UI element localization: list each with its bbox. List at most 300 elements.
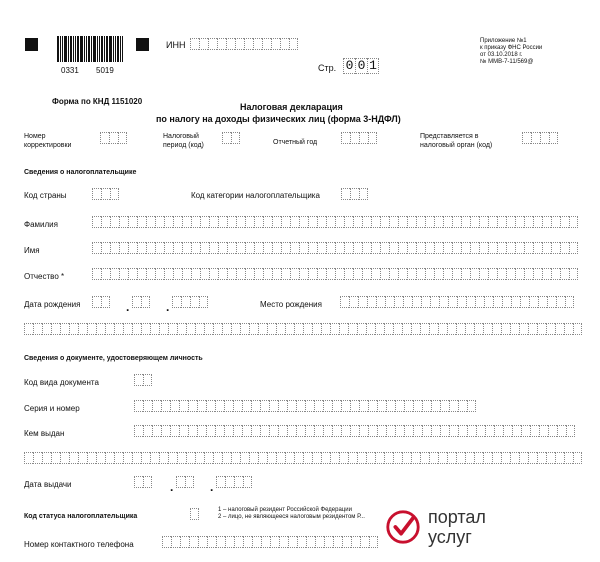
input-cell[interactable] bbox=[528, 323, 537, 335]
input-cell[interactable] bbox=[323, 425, 332, 437]
input-cell[interactable] bbox=[350, 400, 359, 412]
input-cell[interactable] bbox=[170, 400, 179, 412]
input-cell[interactable] bbox=[317, 216, 326, 228]
input-cell[interactable] bbox=[296, 425, 305, 437]
input-cell[interactable] bbox=[434, 242, 443, 254]
input-cell[interactable] bbox=[422, 400, 431, 412]
input-cell[interactable] bbox=[524, 216, 533, 228]
input-cell[interactable] bbox=[152, 400, 161, 412]
input-cell[interactable] bbox=[366, 452, 375, 464]
input-cell[interactable] bbox=[357, 323, 366, 335]
input-cell[interactable] bbox=[208, 38, 217, 50]
input-cell[interactable] bbox=[350, 132, 359, 144]
input-cell[interactable] bbox=[92, 216, 101, 228]
input-cell[interactable] bbox=[407, 242, 416, 254]
input-cell[interactable] bbox=[185, 476, 194, 488]
status-code-cell[interactable] bbox=[190, 508, 199, 520]
input-cell[interactable] bbox=[233, 425, 242, 437]
input-cell[interactable] bbox=[368, 132, 377, 144]
input-cell[interactable] bbox=[177, 323, 186, 335]
input-cell[interactable] bbox=[198, 536, 207, 548]
input-cell[interactable] bbox=[467, 425, 476, 437]
input-cell[interactable] bbox=[200, 268, 209, 280]
input-cell[interactable] bbox=[461, 242, 470, 254]
input-cell[interactable] bbox=[560, 268, 569, 280]
input-cell[interactable] bbox=[276, 323, 285, 335]
input-cell[interactable] bbox=[465, 323, 474, 335]
input-cell[interactable] bbox=[377, 400, 386, 412]
input-cell[interactable] bbox=[395, 425, 404, 437]
input-cell[interactable] bbox=[305, 425, 314, 437]
input-cell[interactable] bbox=[159, 323, 168, 335]
input-cell[interactable] bbox=[312, 452, 321, 464]
input-cell[interactable] bbox=[110, 242, 119, 254]
input-cell[interactable] bbox=[240, 323, 249, 335]
input-cell[interactable] bbox=[511, 296, 520, 308]
input-cell[interactable] bbox=[254, 268, 263, 280]
input-cell[interactable] bbox=[109, 132, 118, 144]
input-cell[interactable] bbox=[155, 242, 164, 254]
input-cell[interactable] bbox=[278, 425, 287, 437]
input-cell[interactable] bbox=[96, 452, 105, 464]
input-cell[interactable] bbox=[209, 268, 218, 280]
input-cell[interactable] bbox=[420, 452, 429, 464]
input-cell[interactable] bbox=[333, 536, 342, 548]
input-cell[interactable] bbox=[215, 400, 224, 412]
input-cell[interactable] bbox=[449, 400, 458, 412]
input-cell[interactable] bbox=[524, 242, 533, 254]
input-cell[interactable] bbox=[326, 242, 335, 254]
input-cell[interactable] bbox=[253, 38, 262, 50]
input-cell[interactable] bbox=[263, 268, 272, 280]
input-cell[interactable] bbox=[510, 323, 519, 335]
input-cell[interactable] bbox=[299, 242, 308, 254]
input-cell[interactable] bbox=[164, 242, 173, 254]
input-cell[interactable] bbox=[33, 452, 42, 464]
input-cell[interactable] bbox=[404, 425, 413, 437]
input-cell[interactable] bbox=[231, 323, 240, 335]
input-cell[interactable] bbox=[195, 452, 204, 464]
input-cell[interactable] bbox=[560, 216, 569, 228]
input-cell[interactable] bbox=[119, 216, 128, 228]
input-cell[interactable] bbox=[249, 323, 258, 335]
input-cell[interactable] bbox=[413, 425, 422, 437]
input-cell[interactable] bbox=[276, 452, 285, 464]
input-cell[interactable] bbox=[456, 323, 465, 335]
input-cell[interactable] bbox=[195, 323, 204, 335]
input-cell[interactable] bbox=[475, 296, 484, 308]
input-cell[interactable] bbox=[164, 216, 173, 228]
input-cell[interactable] bbox=[434, 216, 443, 228]
input-cell[interactable] bbox=[299, 268, 308, 280]
input-cell[interactable] bbox=[218, 216, 227, 228]
input-cell[interactable] bbox=[317, 242, 326, 254]
input-cell[interactable] bbox=[258, 452, 267, 464]
country-code-cells[interactable] bbox=[92, 188, 119, 200]
input-cell[interactable] bbox=[530, 425, 539, 437]
input-cell[interactable] bbox=[287, 425, 296, 437]
input-cell[interactable] bbox=[172, 296, 181, 308]
input-cell[interactable] bbox=[200, 216, 209, 228]
input-cell[interactable] bbox=[216, 536, 225, 548]
input-cell[interactable] bbox=[243, 536, 252, 548]
input-cell[interactable] bbox=[438, 323, 447, 335]
input-cell[interactable] bbox=[443, 216, 452, 228]
input-cell[interactable] bbox=[515, 216, 524, 228]
input-cell[interactable] bbox=[128, 242, 137, 254]
patronymic-cells[interactable] bbox=[92, 268, 578, 280]
input-cell[interactable] bbox=[271, 38, 280, 50]
input-cell[interactable] bbox=[384, 323, 393, 335]
input-cell[interactable] bbox=[335, 242, 344, 254]
input-cell[interactable] bbox=[42, 323, 51, 335]
input-cell[interactable] bbox=[182, 268, 191, 280]
input-cell[interactable] bbox=[317, 268, 326, 280]
input-cell[interactable] bbox=[240, 452, 249, 464]
input-cell[interactable] bbox=[376, 296, 385, 308]
authority-code-cells[interactable] bbox=[522, 132, 558, 144]
input-cell[interactable] bbox=[431, 425, 440, 437]
input-cell[interactable] bbox=[161, 400, 170, 412]
input-cell[interactable] bbox=[467, 400, 476, 412]
input-cell[interactable] bbox=[377, 425, 386, 437]
input-cell[interactable] bbox=[101, 242, 110, 254]
input-cell[interactable] bbox=[537, 323, 546, 335]
input-cell[interactable] bbox=[236, 216, 245, 228]
input-cell[interactable] bbox=[314, 425, 323, 437]
input-cell[interactable] bbox=[155, 268, 164, 280]
input-cell[interactable] bbox=[92, 296, 101, 308]
input-cell[interactable] bbox=[188, 400, 197, 412]
input-cell[interactable] bbox=[341, 132, 350, 144]
input-cell[interactable] bbox=[385, 296, 394, 308]
input-cell[interactable] bbox=[285, 452, 294, 464]
series-number-cells[interactable] bbox=[134, 400, 476, 412]
input-cell[interactable] bbox=[484, 296, 493, 308]
input-cell[interactable] bbox=[281, 268, 290, 280]
input-cell[interactable] bbox=[384, 452, 393, 464]
input-cell[interactable] bbox=[524, 268, 533, 280]
input-cell[interactable] bbox=[258, 323, 267, 335]
issue-year-cells[interactable] bbox=[216, 476, 252, 488]
input-cell[interactable] bbox=[87, 452, 96, 464]
input-cell[interactable] bbox=[380, 268, 389, 280]
input-cell[interactable] bbox=[569, 268, 578, 280]
input-cell[interactable] bbox=[199, 296, 208, 308]
input-cell[interactable] bbox=[330, 452, 339, 464]
input-cell[interactable] bbox=[191, 268, 200, 280]
input-cell[interactable] bbox=[324, 536, 333, 548]
input-cell[interactable] bbox=[485, 425, 494, 437]
input-cell[interactable] bbox=[234, 536, 243, 548]
input-cell[interactable] bbox=[404, 400, 413, 412]
input-cell[interactable] bbox=[348, 323, 357, 335]
input-cell[interactable] bbox=[461, 268, 470, 280]
input-cell[interactable] bbox=[542, 242, 551, 254]
input-cell[interactable] bbox=[123, 452, 132, 464]
input-cell[interactable] bbox=[479, 242, 488, 254]
correction-number-cells[interactable] bbox=[100, 132, 127, 144]
input-cell[interactable] bbox=[199, 38, 208, 50]
input-cell[interactable] bbox=[557, 425, 566, 437]
input-cell[interactable] bbox=[190, 296, 199, 308]
input-cell[interactable] bbox=[33, 323, 42, 335]
input-cell[interactable] bbox=[236, 268, 245, 280]
input-cell[interactable] bbox=[78, 323, 87, 335]
input-cell[interactable] bbox=[262, 38, 271, 50]
input-cell[interactable] bbox=[51, 452, 60, 464]
input-cell[interactable] bbox=[69, 452, 78, 464]
input-cell[interactable] bbox=[51, 323, 60, 335]
input-cell[interactable] bbox=[222, 323, 231, 335]
input-cell[interactable] bbox=[249, 452, 258, 464]
input-cell[interactable] bbox=[440, 400, 449, 412]
input-cell[interactable] bbox=[407, 216, 416, 228]
issued-by-cells-line2[interactable] bbox=[24, 452, 582, 464]
input-cell[interactable] bbox=[260, 425, 269, 437]
input-cell[interactable] bbox=[171, 536, 180, 548]
input-cell[interactable] bbox=[542, 268, 551, 280]
input-cell[interactable] bbox=[306, 536, 315, 548]
input-cell[interactable] bbox=[465, 452, 474, 464]
input-cell[interactable] bbox=[360, 536, 369, 548]
input-cell[interactable] bbox=[179, 400, 188, 412]
issue-day-cells[interactable] bbox=[134, 476, 152, 488]
input-cell[interactable] bbox=[341, 425, 350, 437]
input-cell[interactable] bbox=[299, 216, 308, 228]
input-cell[interactable] bbox=[182, 242, 191, 254]
input-cell[interactable] bbox=[289, 38, 298, 50]
input-cell[interactable] bbox=[335, 216, 344, 228]
input-cell[interactable] bbox=[389, 216, 398, 228]
input-cell[interactable] bbox=[539, 425, 548, 437]
input-cell[interactable] bbox=[358, 296, 367, 308]
input-cell[interactable] bbox=[159, 452, 168, 464]
tax-period-cells[interactable] bbox=[222, 132, 240, 144]
input-cell[interactable] bbox=[224, 400, 233, 412]
birth-place-cells-line2[interactable] bbox=[24, 323, 582, 335]
input-cell[interactable] bbox=[305, 400, 314, 412]
input-cell[interactable] bbox=[288, 536, 297, 548]
input-cell[interactable] bbox=[434, 268, 443, 280]
input-cell[interactable] bbox=[357, 452, 366, 464]
input-cell[interactable] bbox=[564, 452, 573, 464]
input-cell[interactable] bbox=[285, 323, 294, 335]
input-cell[interactable] bbox=[548, 425, 557, 437]
input-cell[interactable] bbox=[389, 242, 398, 254]
input-cell[interactable] bbox=[402, 323, 411, 335]
input-cell[interactable] bbox=[134, 400, 143, 412]
input-cell[interactable] bbox=[439, 296, 448, 308]
input-cell[interactable] bbox=[565, 296, 574, 308]
input-cell[interactable] bbox=[213, 452, 222, 464]
input-cell[interactable] bbox=[170, 425, 179, 437]
input-cell[interactable] bbox=[251, 425, 260, 437]
input-cell[interactable] bbox=[315, 536, 324, 548]
input-cell[interactable] bbox=[290, 268, 299, 280]
input-cell[interactable] bbox=[218, 242, 227, 254]
input-cell[interactable] bbox=[443, 242, 452, 254]
input-cell[interactable] bbox=[492, 323, 501, 335]
input-cell[interactable] bbox=[226, 38, 235, 50]
input-cell[interactable] bbox=[254, 216, 263, 228]
birth-month-cells[interactable] bbox=[132, 296, 150, 308]
input-cell[interactable] bbox=[132, 323, 141, 335]
input-cell[interactable] bbox=[263, 216, 272, 228]
input-cell[interactable] bbox=[332, 425, 341, 437]
input-cell[interactable] bbox=[222, 452, 231, 464]
input-cell[interactable] bbox=[488, 268, 497, 280]
input-cell[interactable] bbox=[531, 132, 540, 144]
input-cell[interactable] bbox=[341, 188, 350, 200]
input-cell[interactable] bbox=[560, 242, 569, 254]
input-cell[interactable] bbox=[555, 323, 564, 335]
input-cell[interactable] bbox=[225, 476, 234, 488]
input-cell[interactable] bbox=[540, 132, 549, 144]
input-cell[interactable] bbox=[128, 268, 137, 280]
input-cell[interactable] bbox=[197, 425, 206, 437]
input-cell[interactable] bbox=[542, 216, 551, 228]
birth-day-cells[interactable] bbox=[92, 296, 110, 308]
input-cell[interactable] bbox=[119, 268, 128, 280]
input-cell[interactable] bbox=[267, 452, 276, 464]
input-cell[interactable] bbox=[470, 242, 479, 254]
input-cell[interactable] bbox=[123, 323, 132, 335]
input-cell[interactable] bbox=[200, 242, 209, 254]
input-cell[interactable] bbox=[452, 268, 461, 280]
input-cell[interactable] bbox=[186, 323, 195, 335]
input-cell[interactable] bbox=[403, 296, 412, 308]
input-cell[interactable] bbox=[110, 216, 119, 228]
input-cell[interactable] bbox=[206, 400, 215, 412]
input-cell[interactable] bbox=[501, 323, 510, 335]
input-cell[interactable] bbox=[272, 242, 281, 254]
input-cell[interactable] bbox=[353, 268, 362, 280]
input-cell[interactable] bbox=[182, 216, 191, 228]
input-cell[interactable] bbox=[555, 452, 564, 464]
input-cell[interactable] bbox=[279, 536, 288, 548]
input-cell[interactable] bbox=[278, 400, 287, 412]
input-cell[interactable] bbox=[340, 296, 349, 308]
input-cell[interactable] bbox=[143, 374, 152, 386]
input-cell[interactable] bbox=[119, 242, 128, 254]
input-cell[interactable] bbox=[533, 242, 542, 254]
input-cell[interactable] bbox=[225, 536, 234, 548]
input-cell[interactable] bbox=[412, 296, 421, 308]
input-cell[interactable] bbox=[492, 452, 501, 464]
input-cell[interactable] bbox=[326, 268, 335, 280]
input-cell[interactable] bbox=[216, 476, 225, 488]
input-cell[interactable] bbox=[479, 268, 488, 280]
input-cell[interactable] bbox=[134, 374, 143, 386]
input-cell[interactable] bbox=[506, 268, 515, 280]
input-cell[interactable] bbox=[227, 216, 236, 228]
input-cell[interactable] bbox=[353, 216, 362, 228]
phone-cells[interactable] bbox=[162, 536, 378, 548]
input-cell[interactable] bbox=[420, 323, 429, 335]
input-cell[interactable] bbox=[411, 452, 420, 464]
input-cell[interactable] bbox=[398, 216, 407, 228]
input-cell[interactable] bbox=[137, 242, 146, 254]
input-cell[interactable] bbox=[452, 242, 461, 254]
input-cell[interactable] bbox=[218, 268, 227, 280]
input-cell[interactable] bbox=[134, 425, 143, 437]
input-cell[interactable] bbox=[339, 323, 348, 335]
input-cell[interactable] bbox=[393, 323, 402, 335]
input-cell[interactable] bbox=[502, 296, 511, 308]
input-cell[interactable] bbox=[215, 425, 224, 437]
input-cell[interactable] bbox=[411, 323, 420, 335]
input-cell[interactable] bbox=[519, 323, 528, 335]
input-cell[interactable] bbox=[429, 323, 438, 335]
input-cell[interactable] bbox=[520, 296, 529, 308]
input-cell[interactable] bbox=[474, 323, 483, 335]
input-cell[interactable] bbox=[227, 268, 236, 280]
input-cell[interactable] bbox=[359, 400, 368, 412]
input-cell[interactable] bbox=[515, 242, 524, 254]
input-cell[interactable] bbox=[503, 425, 512, 437]
input-cell[interactable] bbox=[290, 242, 299, 254]
input-cell[interactable] bbox=[224, 425, 233, 437]
input-cell[interactable] bbox=[375, 323, 384, 335]
input-cell[interactable] bbox=[402, 452, 411, 464]
input-cell[interactable] bbox=[398, 268, 407, 280]
input-cell[interactable] bbox=[430, 296, 439, 308]
input-cell[interactable] bbox=[92, 268, 101, 280]
input-cell[interactable] bbox=[515, 268, 524, 280]
input-cell[interactable] bbox=[235, 38, 244, 50]
input-cell[interactable] bbox=[143, 425, 152, 437]
input-cell[interactable] bbox=[323, 400, 332, 412]
input-cell[interactable] bbox=[342, 536, 351, 548]
input-cell[interactable] bbox=[335, 268, 344, 280]
input-cell[interactable] bbox=[368, 400, 377, 412]
input-cell[interactable] bbox=[42, 452, 51, 464]
input-cell[interactable] bbox=[297, 536, 306, 548]
input-cell[interactable] bbox=[566, 425, 575, 437]
input-cell[interactable] bbox=[242, 400, 251, 412]
input-cell[interactable] bbox=[416, 216, 425, 228]
input-cell[interactable] bbox=[556, 296, 565, 308]
surname-cells[interactable] bbox=[92, 216, 578, 228]
input-cell[interactable] bbox=[150, 323, 159, 335]
input-cell[interactable] bbox=[528, 452, 537, 464]
input-cell[interactable] bbox=[483, 452, 492, 464]
input-cell[interactable] bbox=[245, 242, 254, 254]
input-cell[interactable] bbox=[186, 452, 195, 464]
input-cell[interactable] bbox=[197, 400, 206, 412]
input-cell[interactable] bbox=[245, 268, 254, 280]
input-cell[interactable] bbox=[101, 188, 110, 200]
input-cell[interactable] bbox=[380, 216, 389, 228]
reporting-year-cells[interactable] bbox=[341, 132, 377, 144]
input-cell[interactable] bbox=[173, 268, 182, 280]
input-cell[interactable] bbox=[461, 216, 470, 228]
input-cell[interactable] bbox=[425, 242, 434, 254]
input-cell[interactable] bbox=[155, 216, 164, 228]
input-cell[interactable] bbox=[537, 452, 546, 464]
input-cell[interactable] bbox=[512, 425, 521, 437]
input-cell[interactable] bbox=[413, 400, 422, 412]
input-cell[interactable] bbox=[92, 188, 101, 200]
input-cell[interactable] bbox=[146, 242, 155, 254]
input-cell[interactable] bbox=[150, 452, 159, 464]
input-cell[interactable] bbox=[546, 452, 555, 464]
input-cell[interactable] bbox=[448, 296, 457, 308]
issue-month-cells[interactable] bbox=[176, 476, 194, 488]
input-cell[interactable] bbox=[551, 242, 560, 254]
input-cell[interactable] bbox=[506, 216, 515, 228]
